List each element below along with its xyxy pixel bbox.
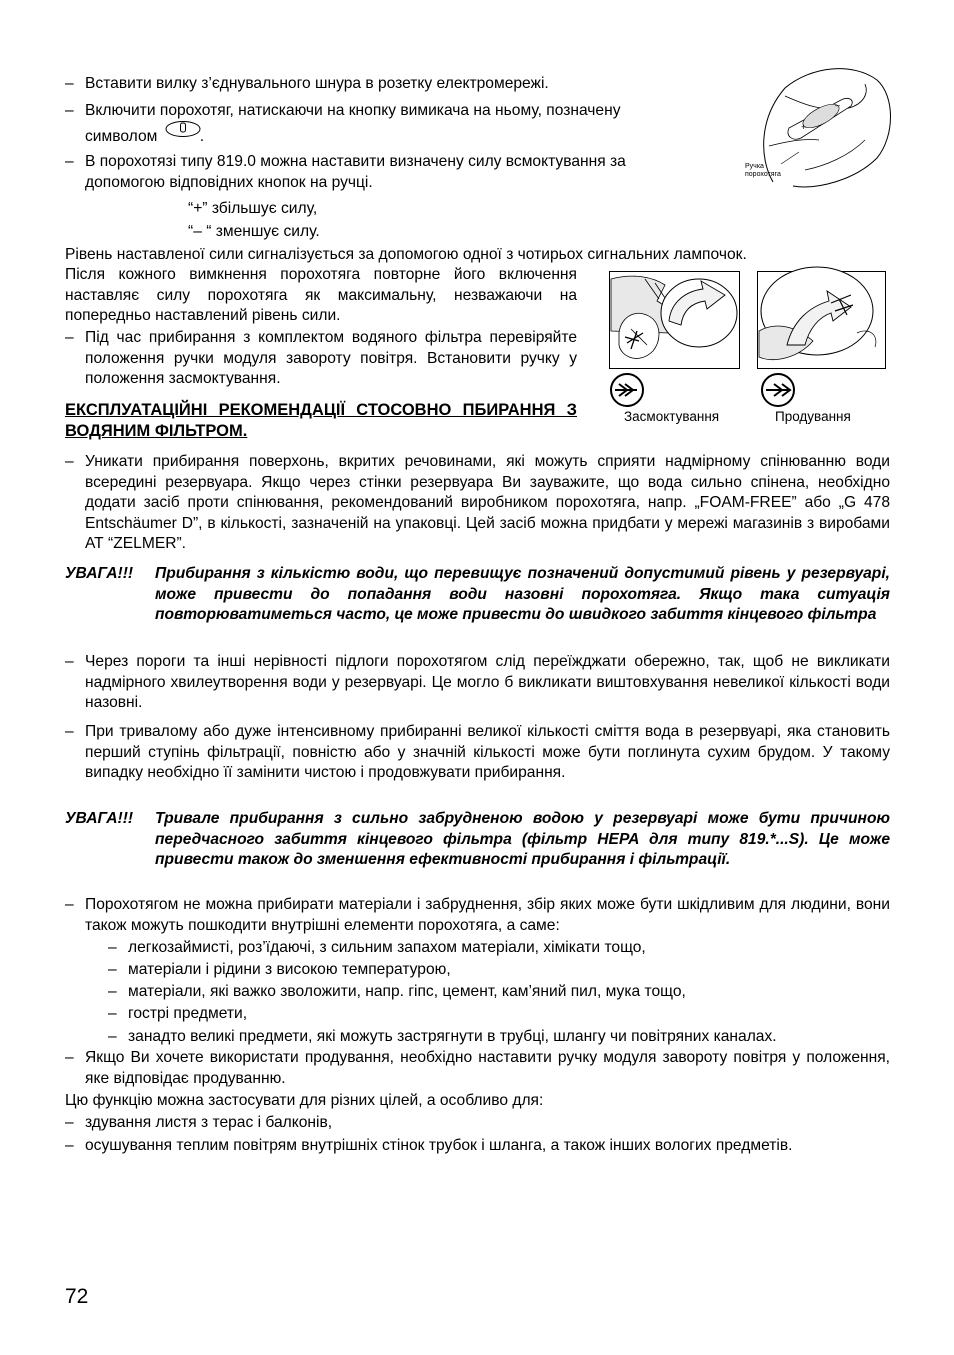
instruction-switch-on: Включити порохотяг, натискаючи на кнопку вимикача на ньому, позначену — [85, 102, 621, 119]
bullet-dash: – — [108, 1028, 117, 1045]
blowing-panel — [757, 271, 887, 371]
bullet-dash: – — [65, 102, 74, 119]
warning-label: УВАГА!!! — [65, 810, 134, 827]
bullet-dash: – — [65, 453, 74, 470]
warning-text: Прибирання з кількістю води, що перевищує позначений допустимий рівень у резервуарі, може привести до попадання води назовні порохотяга. Якщо така ситуація повторюватиметься часто, це може привести до швидкого забиття кінцевого фільтра — [155, 565, 890, 623]
svg-text:+: + — [801, 122, 807, 132]
plus-text: “+” збільшує силу, — [188, 200, 318, 217]
bullet-dash: – — [108, 961, 117, 978]
module-item: Під час прибирання з комплектом водяного фільтра перевіряйте положення ручки модуля завороту повітря. Встановити ручку у положення засмоктування. — [85, 329, 577, 387]
threshold-item: Через пороги та інші нерівності підлоги порохотягом слід переїжджати обережно, так, щоб не викликати надмірного хвилеутворення води у резервуарі. Це могло б викликати виштовхування невеликої кількості води назовні. — [85, 653, 890, 711]
sub-item: матеріали і рідини з високою температурою, — [128, 961, 451, 978]
bullet-dash: – — [65, 653, 74, 670]
final-item: осушування теплим повітрям внутрішніх стінок трубок і шланга, а також інших вологих предметів. — [85, 1137, 793, 1154]
final-item: здування листя з терас і балконів, — [85, 1114, 333, 1131]
foam-item: Уникати прибирання поверхонь, вкритих речовинами, які можуть сприяти надмірному спінюванню води всередині резервуара. Якщо через стінки резервуара Ви зауважите, що вода сильно спінена, необхідно додати засіб проти спінювання, рекомендований виробником порохотяга, напр. „FOAM-FREE” або „G 478 Entschäumer D”, в кількості, зазначеній на упаковці. Цей засіб можна придбати у мережі магазинів з виробами АТ “ZELMER”. — [85, 453, 890, 552]
svg-text:–: – — [835, 100, 841, 110]
blow-item: Якщо Ви хочете використати продування, необхідно наставити ручку модуля завороту повітря у положення, яке відповідає продуванню. — [85, 1049, 890, 1087]
suction-icon — [609, 372, 647, 408]
blowing-caption: Продування — [775, 409, 851, 424]
warning-label: УВАГА!!! — [65, 565, 134, 582]
bullet-dash: – — [65, 896, 74, 913]
sub-item: матеріали, які важко зволожити, напр. гіпс, цемент, кам’яний пил, мука тощо, — [128, 983, 686, 1000]
long-cleaning-item: При тривалому або дуже інтенсивному прибиранні великої кількості сміття вода в резервуарі, яка становить перший ступінь фільтрації, повністю або у значній кількості може бути поглинута сухим брудом. У такому випадку необхідно її замінити чистою і продовжувати прибирання. — [85, 723, 890, 781]
harmful-item: Порохотягом не можна прибирати матеріали і забруднення, збір яких може бути шкідливим для людини, вони також можуть пошкодити внутрішні елементи порохотяга, а саме: — [85, 896, 890, 934]
sub-item: занадто великі предмети, які можуть застрягнути в трубці, шлангу чи повітряних каналах. — [128, 1028, 777, 1045]
power-symbol-icon — [164, 120, 202, 138]
bullet-dash: – — [108, 983, 117, 1000]
bullet-dash: – — [65, 1137, 74, 1154]
bullet-dash: – — [65, 1114, 74, 1131]
after-text: Після кожного вимкнення порохотяга повторне його включення наставляє силу порохотяга як максимальну, незважаючи на попередньо наставлений рівень сили. — [65, 266, 577, 324]
bullet-dash: – — [65, 329, 74, 346]
instruction-plug-in: Вставити вилку з’єднувального шнура в розетку електромережі. — [85, 75, 549, 92]
instruction-symbol-label: символом . — [85, 124, 204, 148]
signal-text: Рівень наставленої сили сигналізується за допомогою одної з чотирьох сигнальних лампочок. — [65, 246, 747, 263]
sub-item: гострі предмети, — [128, 1005, 248, 1022]
bullet-dash: – — [65, 1049, 74, 1066]
suction-caption: Засмоктування — [624, 409, 720, 424]
minus-text: “– “ зменшує силу. — [188, 223, 320, 240]
blowing-icon — [760, 372, 798, 408]
warning-text: Тривале прибирання з сильно забрудненою водою у резервуарі може бути причиною передчасного забиття кінцевого фільтра (фільтр HEPA для типу 819.*...S). Це може привести також до зменшення ефективності прибирання і фільтрації. — [155, 810, 890, 868]
instruction-power-level: В порохотязі типу 819.0 можна наставити визначену силу всмоктування за — [85, 153, 626, 170]
bullet-dash: – — [108, 939, 117, 956]
sub-item: легкозаймисті, роз’їдаючі, з сильним запахом матеріали, хімікати тощо, — [128, 939, 646, 956]
bullet-dash: – — [108, 1005, 117, 1022]
section-heading: ЕКСПЛУАТАЦІЙНІ РЕКОМЕНДАЦІЇ СТОСОВНО ПБИРАННЯ З ВОДЯНИМ ФІЛЬТРОМ. — [65, 401, 577, 440]
function-text: Цю функцію можна застосувати для різних цілей, а особливо для: — [65, 1092, 544, 1109]
suction-panel — [609, 271, 741, 371]
instruction-power-level-cont: допомогою відповідних кнопок на ручці. — [85, 174, 373, 191]
bullet-dash: – — [65, 153, 74, 170]
bullet-dash: – — [65, 723, 74, 740]
page-number: 72 — [65, 1285, 89, 1308]
handle-caption: Ручка порохотяга — [745, 163, 781, 178]
bullet-dash: – — [65, 75, 74, 92]
